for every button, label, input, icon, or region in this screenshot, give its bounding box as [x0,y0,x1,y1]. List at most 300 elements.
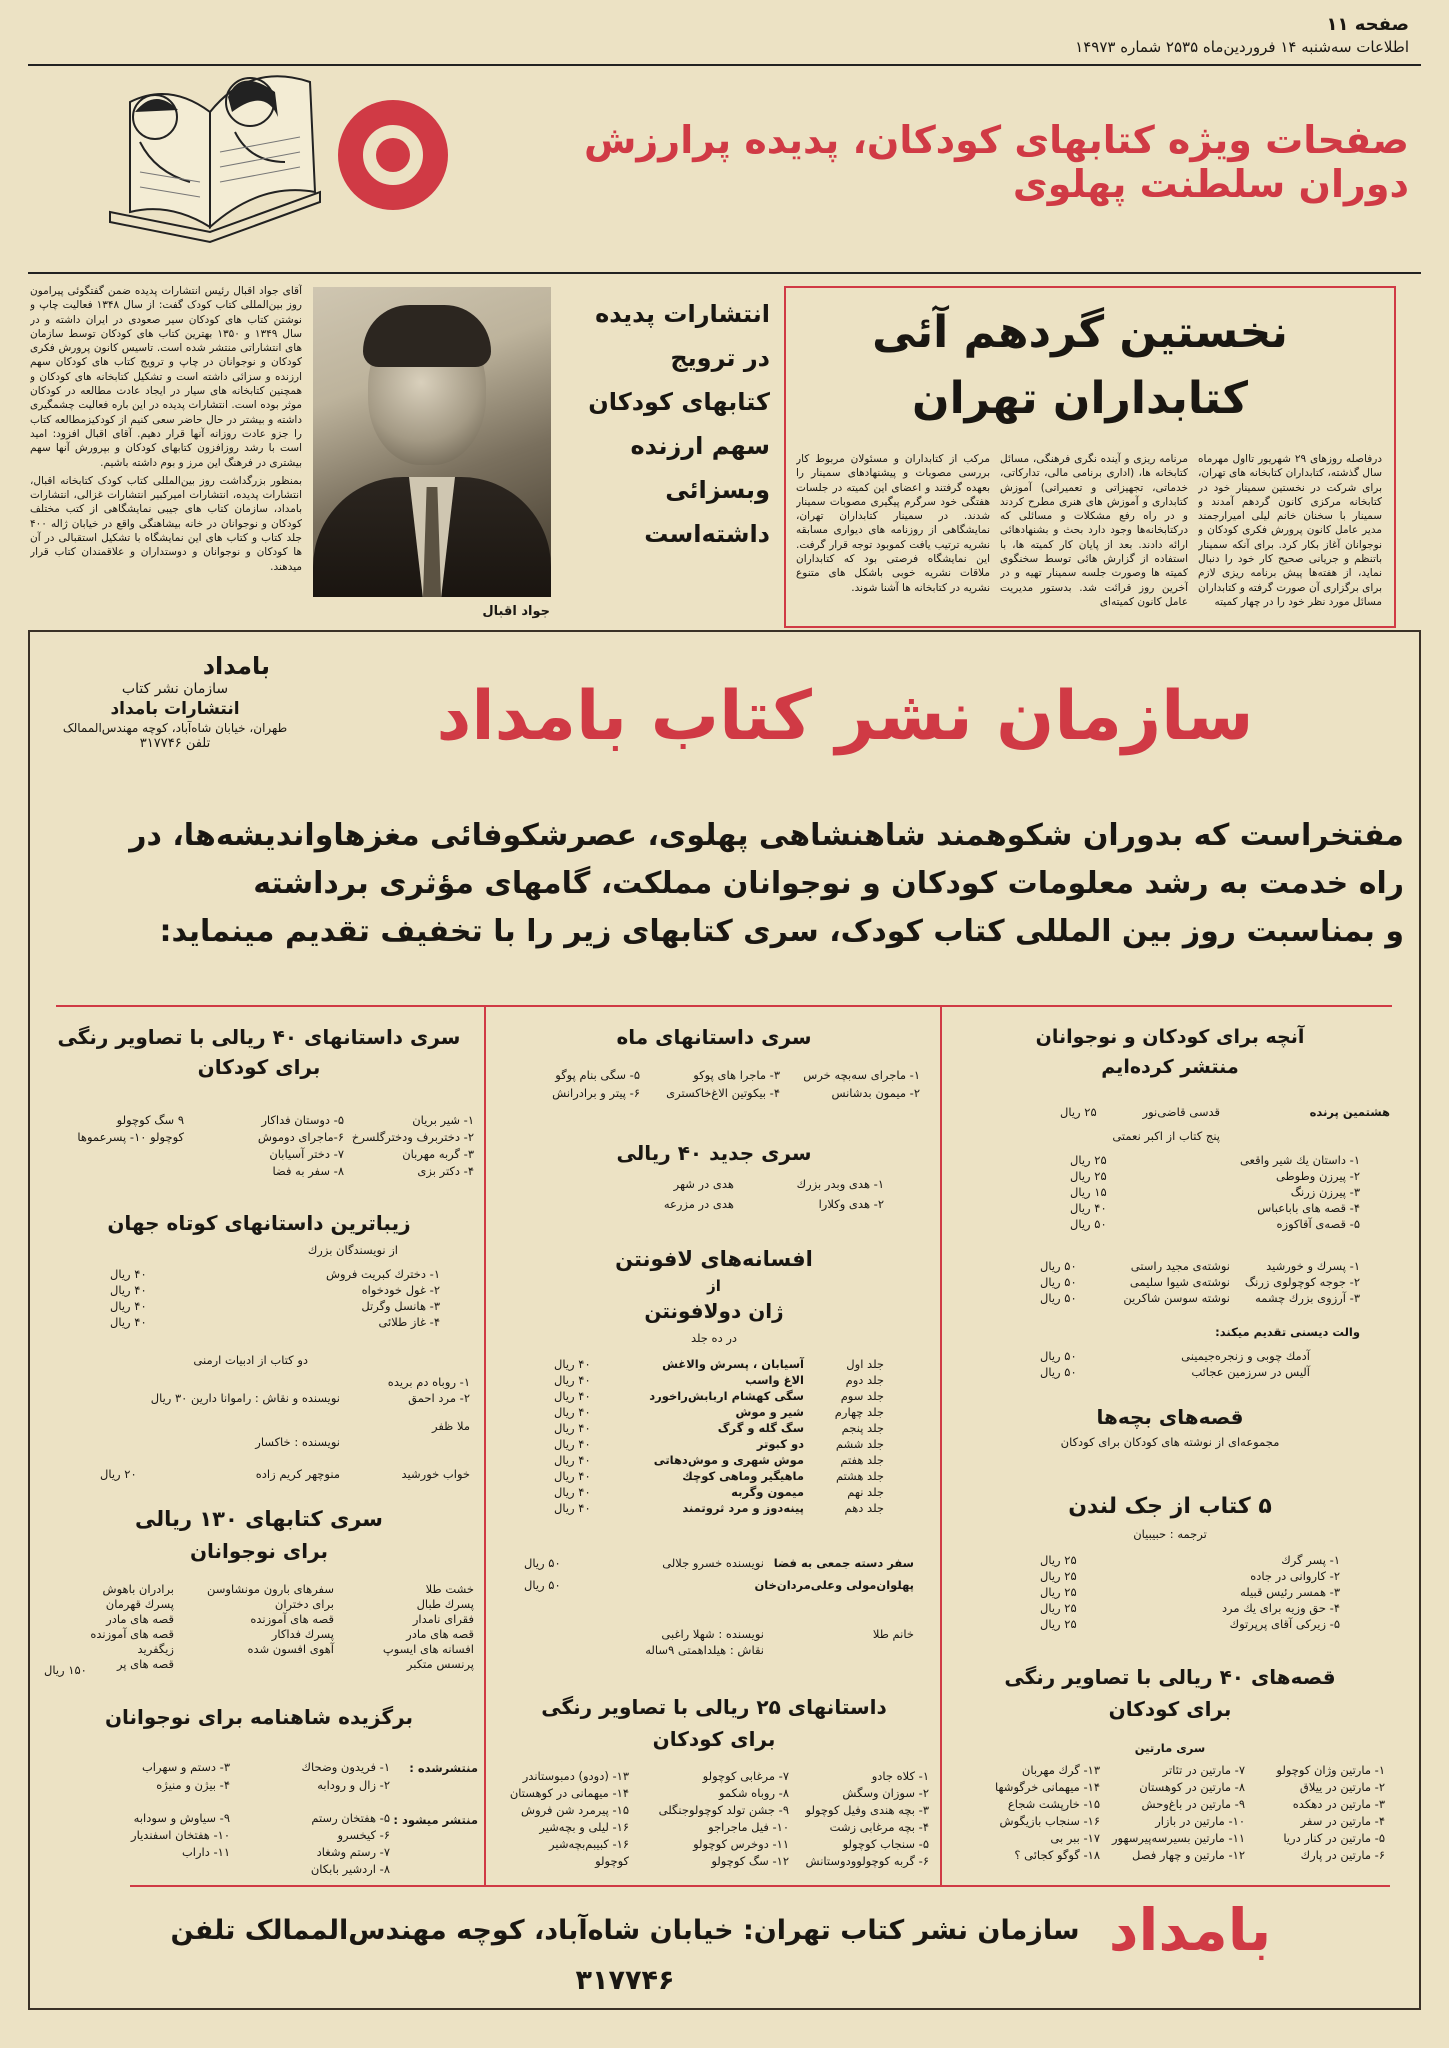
book-title: قصه های مادر [406,1627,474,1641]
list-item [960,1830,1385,1847]
short-stories-list [110,1266,440,1330]
book-title: ۵- دوستان فداکار [261,1113,344,1127]
list-item [554,1194,884,1214]
hashtomin-price: ۲۵ ریال [1060,1105,1097,1119]
list-item [110,1298,440,1314]
jack-london-title: ۵ کتاب از جک لندن [1068,1494,1272,1519]
book-title: ۵- سگی بنام پوگو [555,1068,640,1082]
book-title: ۵- زیرکی آقای پرپرتوك [1229,1617,1340,1631]
book-title: ۱۷- ببر بی [1050,1831,1100,1845]
list-item [494,1853,929,1870]
gathering-column-2: مرنامه ریزی و آینده نگری فرهنگی، مسائل کتابخانه ها، (اداری برنامی مالی، تدارکاتی، خدماتی، تجهیزاتی و تعمیراتی) آموزش کتابداری و آموزش های هنری مطرح کردند و در راه رفع مشکلات و مسائلی که درکتابخانه‌ها وجود دارد بحث و بشنهادهائی ارائه دادند. بعد از پایان کار کمیته ها، با استفاده از گزارش هائی توسط سخنگوی کمیته ها وصورت جلسه سمینار تهیه و در آخرین روز قرائت شد. بدستور مدیریت عامل کانون کمیته‌ای [1000,453,1188,608]
book-author: نوشته‌ی شیوا سلیمی [1129,1275,1230,1289]
list-item [554,1452,884,1468]
catalog-column-middle [494,1022,934,1868]
book-title: ۴- حق وزیه برای یك مرد [1221,1601,1340,1615]
catalog-column-right [950,1022,1390,1862]
book-title: ۳- پیرزن زرنگ [1290,1185,1360,1199]
dream-price: ۲۰ ریال [100,1467,137,1481]
book-title: ۶- گربه کوچولوودوستانش [805,1854,929,1868]
armenian-book-1: ۱- روباه دم بریده [387,1375,470,1389]
short-stories-subtitle: از نویسندگان بزرك [307,1243,398,1257]
book-title: هدی در شهر [673,1177,734,1191]
list-item [1040,1568,1340,1584]
interview-paragraph-2: بمنظور بزرگداشت روز بین‌المللی کتاب کودک کتابخانه اقبال، انتشارات پدیده، انتشارات امیرکبیر انتشارات غزالی، انتشارات بامداد، سازمان کتاب های جیبی نمایشگاهی از کتب مختلف کودکان و نوجوانان در خانه بیشاهنگی واقع در خیابان ژاله ۴۰۰ جلد کتاب و کتاب های این نمایشگاه با تشکیل استقبالی در آن ها کودکان و نوجوانان و دوستداران و علاقمندان کتاب قرار میدهند. [30,474,302,573]
book-title: ۴- بیژن و منیژه [156,1778,230,1792]
dream-author: منوچهر کریم زاده [255,1467,340,1481]
color40-left-list [44,1112,474,1180]
list-item [554,1372,884,1388]
volume-label: جلد سوم [840,1389,884,1403]
book-price: ۵۰ ریال [1040,1291,1077,1305]
list-item [524,1552,914,1574]
book-title: ۳- دستم و سهراب [141,1760,230,1774]
volume-label: جلد اول [846,1357,884,1371]
book-title: پرنسس متکبر [406,1657,474,1671]
published-title-1: آنچه برای کودکان و نوجوانان [1035,1026,1305,1048]
book-title: ۲- دختربرف ودخترگلسرخ [351,1130,474,1144]
book-title: ۱۲- مارتین و چهار فصل [1132,1848,1245,1862]
book-title: ۱۳- گرك مهربان [1021,1763,1100,1777]
book-title: ۱۰- هفتخان اسفندیار [131,1828,230,1842]
book-title: برای دختران [274,1597,334,1611]
list-item [960,1779,1385,1796]
book-price: ۴۰ ریال [110,1299,147,1313]
book-price: ۵۰ ریال [1070,1217,1107,1231]
book-title: ۱۱- داراب [181,1845,230,1859]
royal-seal-icon [338,100,448,210]
book-price: ۲۵ ریال [1040,1601,1077,1615]
list-item [554,1404,884,1420]
gathering-line-1: نخستین گردهم آئی [872,307,1288,358]
book-title: قصه های آموزنده [250,1612,334,1626]
extra-books-list [524,1552,914,1596]
book-title: ۱۵- خارپشت شجاع [1007,1797,1100,1811]
book-title: پسرك طبال [416,1597,474,1611]
book-title: ۱۱- دوخرس کوچولو [693,1837,789,1851]
book-price: ۴۰ ریال [554,1453,591,1467]
book-title: ۳- هانسل وگرتل [361,1299,440,1313]
book-title: ۳- مارتین در دهکده [1292,1797,1385,1811]
book-title: پهلوان‌مولی وعلی‌مردان‌خان [754,1578,914,1592]
book-title: ۴- بچه مرغابی زشت [829,1820,929,1834]
book-title: هدی در مزرعه [663,1197,734,1211]
book-title: آلیس در سرزمین عجائب [1191,1365,1310,1379]
list-item [554,1174,884,1194]
kids-stories-title: قصه‌های بچه‌ها [1096,1405,1244,1429]
book-title: ۷- رستم وشغاد [316,1845,390,1859]
list-item [110,1282,440,1298]
book-title: ۲- سوزان وسگش [842,1786,929,1800]
footer-logo: بامداد [1108,1896,1272,1964]
book-title: ۸- سفر به فضا [272,1164,344,1178]
interview-article [30,284,302,629]
book-title: فقرای نامدار [412,1612,474,1626]
book-title: سگ گله و گرگ [717,1421,804,1435]
footer-address: سازمان نشر کتاب تهران: خیابان شاه‌آباد، کوچه مهندس‌الممالک تلفن ۳۱۷۷۴۶ [170,1915,1080,1996]
book-title: ۲- کاروانی در جاده [1250,1569,1340,1583]
list-item [1040,1584,1340,1600]
book-price: ۱۵ ریال [1070,1185,1107,1199]
volume-label: جلد چهارم [834,1405,884,1419]
book-title: سگی کهشام اربابش‌راخورد [649,1389,804,1403]
publisher-name-1: سازمان نشر کتاب [121,681,229,697]
kids-stories-subtitle: مجموعه‌ای از نوشته های کودکان برای کودکان [1060,1435,1280,1449]
book-title: ۲- زال و رودابه [317,1778,390,1792]
book-title: ۳- بچه هندی وفیل کوچولو [805,1803,929,1817]
publisher-block [60,652,290,752]
book-title: ۱- کلاه جادو [871,1769,929,1783]
disney-books-list [1040,1348,1310,1380]
book-title: کوچولو [595,1854,629,1868]
volume-label: جلد دهم [844,1501,884,1515]
book-title: ۹- مارتین در باغ‌وحش [1141,1797,1245,1811]
lafontaine-list [554,1356,884,1516]
book-title: ۱- شیر بریان [412,1113,474,1127]
children-reading-illustration [100,42,330,252]
new40-title: سری جدید ۴۰ ریالی [616,1141,812,1165]
list-item [60,1810,390,1827]
armenian-author: نویسنده و نقاش : راموانا دارین ۳۰ ریال [150,1391,340,1405]
armenian-title: دو کتاب از ادبیات ارمنی [193,1353,308,1367]
list-item [1070,1168,1360,1184]
book-author: نویسنده خسرو جلالی [662,1556,764,1570]
book-title: ۲- جوجه کوچولوی زرنگ [1244,1275,1360,1289]
padideh-line-1: انتشارات پدیده [595,300,770,328]
book-title: سفر دسته جمعی به فضا [773,1556,914,1570]
book-title: افسانه های ایسوپ [382,1642,474,1656]
list-item [554,1420,884,1436]
color25-list [494,1768,929,1870]
book-title: ۱۶- سنجاب بازیگوش [999,1814,1100,1828]
publisher-name-2: انتشارات بامداد [110,699,240,719]
book-price: ۴۰ ریال [110,1267,147,1281]
hashtomin-author: قدسی قاضی‌نور [1142,1105,1220,1119]
list-item [1040,1258,1360,1274]
catalog-top-rule [56,1005,1392,1007]
book-title: ۳- همسر رئیس قبیله [1240,1585,1340,1599]
moon-series-list [500,1066,920,1102]
book-title: ۷- مرغابی کوچولو [702,1769,789,1783]
gathering-headline [820,300,1340,432]
lafontaine-author: ژان دولافونتن [644,1299,784,1323]
list-item [554,1500,884,1516]
book-title: قصه های آموزنده [90,1627,174,1641]
color40-right-title-1: قصه‌های ۴۰ ریالی با تصاویر رنگی [1004,1665,1336,1689]
list-item [960,1847,1385,1864]
book-title: پینه‌دوز و مرد ثروتمند [682,1501,804,1515]
book-title: ۱۵- پیرمرد شن فروش [521,1803,629,1817]
book-title: ۱- پسر گرك [1281,1553,1340,1567]
lafontaine-from: از [707,1277,721,1295]
book-price: ۴۰ ریال [554,1357,591,1371]
color40-left-title-2: برای کودکان [197,1055,321,1079]
list-item [494,1836,929,1853]
teen130-column [207,1582,334,1657]
book-title: ۹- جشن تولد کوچولوجنگلی [658,1803,789,1817]
book-title: ماهیگیر وماهی کوچك [682,1469,804,1483]
color25-title-1: داستانهای ۲۵ ریالی با تصاویر رنگی [541,1695,887,1719]
hashtomin-title: هشتمین پرنده [1309,1105,1390,1119]
book-price: ۲۵ ریال [1070,1169,1107,1183]
teen130-list [44,1582,474,1682]
book-title: ۳- گربه مهربان [402,1147,474,1161]
book-title: ۱۴- میهمانی در کوهستان [509,1786,629,1800]
mullah-title: ملا ظفر [432,1419,470,1433]
book-price: ۲۵ ریال [1040,1553,1077,1567]
book-title: ۱- داستان یك شیر واقعی [1239,1153,1360,1167]
page-number: صفحه ۱۱ [1326,14,1409,35]
book-price: ۴۰ ریال [554,1373,591,1387]
jack-london-translator: ترجمه : حبیبیان [1133,1527,1207,1541]
book-price: ۵۰ ریال [524,1578,561,1592]
statement-line-2: راه خدمت به رشد معلومات کودکان و نوجوانان مملکت، گامهای مؤثری برداشته [253,866,1404,901]
book-title: ۸- مارتین در کوهستان [1139,1780,1245,1794]
book-title: آدمك چوبی و زنجره‌جیمینی [1181,1349,1310,1363]
book-title: خشت طلا [425,1582,474,1596]
publisher-statement [46,812,1404,956]
book-title: ۱- ماجرای سه‌بچه خرس [803,1068,920,1082]
book-title: ۴- دکتر بزی [417,1164,474,1178]
book-title: ۱- هدی وبدر بزرك [796,1177,884,1191]
book-price: ۴۰ ریال [554,1389,591,1403]
akbar-books-list [1070,1152,1360,1232]
list-item [500,1066,920,1084]
publisher-headline: سازمان نشر کتاب بامداد [436,677,1254,756]
book-title: ۲- غول خودخواه [361,1283,440,1297]
book-title: پسرك فداکار [271,1627,334,1641]
martin-series-list [960,1762,1385,1864]
volume-label: جلد پنجم [841,1421,884,1435]
armenian-book-2: ۲- مرد احمق [408,1391,470,1405]
list-item [960,1762,1385,1779]
book-title: ۱۰- فیل ماجراجو [708,1820,789,1834]
book-price: ۵۰ ریال [1040,1365,1077,1379]
list-item [1070,1152,1360,1168]
volume-label: جلد دوم [845,1373,884,1387]
list-item [1040,1290,1360,1306]
martin-series-subtitle: سری مارتین [1134,1741,1206,1755]
padideh-line-5: وبسزائی [665,476,770,504]
book-title: ۳- ماجرا های پوکو [693,1068,780,1082]
list-item [60,1758,390,1776]
book-title: ۴- مارتین در سفر [1300,1814,1385,1828]
list-item [494,1768,929,1785]
book-title: ۱۴- میهمانی خرگوشها [995,1780,1100,1794]
book-title: ۱۲- سگ کوچولو [711,1854,789,1868]
book-title: کوچولو ۱۰- پسرعموها [77,1130,184,1144]
interview-paragraph-1: آقای جواد اقبال رئیس انتشارات پدیده ضمن گفتگوئی پیرامون روز بین‌المللی کتاب کودک گفت: از سال ۱۳۴۸ فعالیت چاپ و نوشتن کتاب های کودکان سیر صعودی در ایران داشته و در سال ۱۳۴۹ و ۱۳۵۰ بهترین کتاب های کودکان توسط سازمان های انتشاراتی منتشر شده است. تاسیس کانون پرورش فکری کودکان و نوجوانان در چاپ و ترویج کتاب های کودکان سهم ارزنده و سزائی داشته است و تشکیل کتابخانه های کودکان و همچنین کتابخانه های سیار در ایجاد عادت مطالعه در کودکان موثر بوده است. انتشارات پدیده در این باره فعالیت چشمگیری داشته و بیشتر در حال حاضر سعی کنیم از کودکیزمطالعه کتاب را جزو عادت روزانه آنها قرار دهیم. آقای اقبال افزود: امید است با رشد روزافزون کتابهای کودکان و بپرورش آنها سهم بیشتری در فرهنگ این مرز و بوم داشته باشیم. [30,285,302,469]
short-stories-title: زیباترین داستانهای کوتاه جهان [107,1211,411,1235]
book-title: ۲- مارتین در ییلاق [1299,1780,1385,1794]
list-item [60,1861,390,1878]
book-price: ۴۰ ریال [110,1283,147,1297]
publisher-address: طهران، خیابان شاه‌آباد، کوچه مهندس‌الممالک [62,721,288,735]
book-title: میمون وگربه [731,1485,804,1499]
book-price: ۲۵ ریال [1040,1617,1077,1631]
teen130-column [383,1582,474,1672]
statement-line-3: و بمناسبت روز بین المللی کتاب کودک، سری کتابهای زیر را با تخفیف تقدیم مینماید: [159,914,1404,949]
photo-caption: جواد اقبال [482,604,550,619]
book-title: ۹- سیاوش و سودابه [133,1811,230,1825]
book-title: ۸- اردشیر بابکان [310,1862,390,1876]
akbar-note: پنج کتاب از اکبر نعمتی [1112,1129,1220,1143]
list-item [554,1436,884,1452]
list-item [554,1468,884,1484]
book-title: ۸- روباه شکمو [718,1786,789,1800]
book-title: ۲- پیرزن وطوطی [1275,1169,1360,1183]
book-title: ۶-ماجرای دوموش [257,1130,344,1144]
trio-books-list [1040,1258,1360,1306]
book-title: سفرهای بارون مونشاوسن [207,1582,334,1596]
padideh-line-2: در ترویج [670,344,770,372]
book-price: ۴۰ ریال [554,1469,591,1483]
book-title: برادران باهوش [102,1582,174,1596]
published-title-2: منتشر کرده‌ایم [1101,1056,1239,1078]
list-item [1040,1616,1340,1632]
list-item [554,1388,884,1404]
book-title: پسرك قهرمان [105,1597,174,1611]
book-author: نوشته‌ی مجید راستی [1130,1259,1230,1273]
list-item [44,1129,474,1146]
book-price: ۴۰ ریال [110,1315,147,1329]
list-item [494,1819,929,1836]
khanom-tala-title: خانم طلا [872,1627,914,1641]
book-title: ۱- پسرك و خورشید [1266,1259,1360,1273]
list-item [960,1796,1385,1813]
volume-label: جلد نهم [847,1485,884,1499]
book-title: قصه های مادر [106,1612,174,1626]
mullah-book [100,1418,470,1450]
book-price: ۵۰ ریال [524,1556,561,1570]
volume-label: جلد هفتم [840,1453,884,1467]
padideh-headline [560,292,770,556]
book-title: ۴- غاز طلائی [378,1315,440,1329]
book-price: ۴۰ ریال [554,1501,591,1515]
book-title: ۷- دختر آسیابان [269,1147,344,1161]
teen130-price: ۱۵۰ ریال [44,1663,87,1677]
gathering-column-3: مرکب از کتابداران و مسئولان مربوط کار بررسی مصوبات و پیشنهادهای سمینار را بعهده گرفتند و اعضای این کمیته در جلسات هفتگی خود سرگرم پیگیری مصوبات سمینار شدند. در سمینار کتابداران تهران، نمایشگاهی از روزنامه های دیواری مسابقه نشریه ترتیب یافت کموبود توجه قرار گرفت. این نمایشگاه فرصتی بود که کتابداران ملاقات نشریه خوبی باشکل های متنوع نشریه در کتابخانه ها آشنا شوند. [796,453,990,594]
catalog-divider-left [484,1005,486,1885]
book-title: قصه های پر [116,1657,174,1671]
list-item [1070,1200,1360,1216]
list-item [44,1112,474,1129]
catalog-divider-right [940,1005,942,1885]
book-title: ۱۰- مارتین در بازار [1155,1814,1245,1828]
book-title: ۵- مارتین در کنار دریا [1283,1831,1385,1845]
list-item [494,1802,929,1819]
book-title: ۵- هفتخان رستم [311,1811,390,1825]
book-title: ۵- سنجاب کوچولو [842,1837,929,1851]
lafontaine-title: افسانه‌های لافونتن [615,1247,813,1271]
upcoming-label: منتشر میشود : [393,1813,478,1827]
gathering-line-2: کتابداران تهران [912,373,1248,424]
new40-list [554,1174,884,1214]
book-title: ۷- مارتین در تئاتر [1162,1763,1245,1777]
book-price: ۵۰ ریال [1040,1349,1077,1363]
list-item [554,1356,884,1372]
banner-rule [28,272,1421,274]
dream-title: خواب خورشید [401,1467,470,1481]
padideh-line-3: کتابهای کودکان [588,388,770,416]
padideh-line-6: داشته‌است [644,520,770,548]
shahname-published-list [60,1758,390,1794]
book-title: آهوی افسون شده [247,1642,334,1656]
book-title: الاغ واسب [745,1373,804,1387]
list-item [110,1314,440,1330]
list-item [500,1084,920,1102]
issue-line: اطلاعات سه‌شنبه ۱۴ فروردین‌ماه ۲۵۳۵ شماره ۱۴۹۷۳ [1075,38,1409,56]
shahname-upcoming-list [60,1810,390,1878]
book-title: ۱- فریدون وضحاك [301,1760,390,1774]
book-title: زیگفرید [137,1642,174,1656]
book-title: ۱۶- کبیبم‌بچه‌شیر [549,1837,629,1851]
dream-book [100,1466,470,1482]
statement-line-1: مفتخراست که بدوران شکوهمند شاهنشاهی پهلوی، عصرشکوفائی مغزهاواندیشه‌ها، در [129,818,1404,853]
book-title: ۱- دخترك کبریت فروش [325,1267,440,1281]
book-price: ۴۰ ریال [554,1405,591,1419]
moon-series-title: سری داستانهای ماه [616,1025,812,1049]
book-title: ۶- پیتر و برادرانش [552,1086,640,1100]
hashtomin-book [970,1104,1390,1144]
lafontaine-volumes: در ده جلد [690,1331,738,1345]
khanom-tala-book [524,1626,914,1658]
list-item [1040,1348,1310,1364]
list-item [494,1785,929,1802]
list-item [1040,1274,1360,1290]
disney-title: والت دیسنی تقدیم میکند: [1215,1325,1360,1339]
book-title: ۶- مارتین در پارك [1300,1848,1385,1862]
book-title: ۱۸- گوگو کجائی ؟ [1014,1848,1100,1862]
list-item [1040,1552,1340,1568]
teen130-title-1: سری کتابهای ۱۳۰ ریالی [135,1507,383,1531]
volume-label: جلد هشتم [835,1469,884,1483]
khanom-tala-author: نویسنده : شهلا راغبی [661,1627,764,1641]
color25-title-2: برای کودکان [652,1727,776,1751]
armenian-books [100,1374,470,1406]
banner-title: صفحات ویژه کتابهای کودکان، پدیده پرارزش دوران سلطنت پهلوی [584,118,1409,206]
list-item [44,1163,474,1180]
book-title: ۶- کیخسرو [337,1828,390,1842]
catalog-column-left [40,1022,478,1876]
list-item [60,1827,390,1844]
book-title: ۱۱- مارتین بسیرسه‌پیرسهور [1112,1831,1245,1845]
book-title: شیر و موش [735,1405,804,1419]
list-item [1040,1364,1310,1380]
book-title: ۱- مارتین وژان کوچولو [1276,1763,1385,1777]
gathering-column-1: درفاصله روزهای ۲۹ شهریور تااول مهرماه سال گذشته، کتابداران کتابخانه های تهران، برای شرکت در نخستین سمینار خود در کتابخانه مرکزی کانون گردهم آمدند و سمینار با سخنان خانم لیلی امیرارجمند مدیر عامل کانون پرورش فکری کودکان و نوجوانان آغاز بکار کرد. برای آنکه سمینار باتنظم و جریانی صحیح کار خود را دنبال نماید، از هفته‌ها پیش برنامه ریزی لازم برای برگزاری آن صورت گرفته و کتابداران مسائل مورد نظر خود را در چهار کمیته [1198,453,1382,608]
catalog-bottom-rule [130,1885,1390,1887]
teen130-column [90,1582,174,1672]
book-price: ۴۰ ریال [554,1485,591,1499]
shahname-title: برگزیده شاهنامه برای نوجوانان [104,1705,414,1729]
publisher-phone: تلفن ۳۱۷۷۴۶ [139,736,211,751]
page-meta [889,14,1409,58]
publisher-logo: بامداد [202,652,270,680]
book-title: ۹ سگ کوچولو [116,1113,184,1127]
color40-left-title-1: سری داستانهای ۴۰ ریالی با تصاویر رنگی [57,1025,461,1049]
volume-label: جلد ششم [835,1437,884,1451]
khanom-tala-painter: نقاش : هیلداهمتی ۹ساله [645,1643,764,1657]
book-title: ۲- هدی وکلارا [818,1197,884,1211]
book-price: ۵۰ ریال [1040,1259,1077,1273]
portrait-photo [313,287,551,597]
book-price: ۴۰ ریال [1070,1201,1107,1215]
book-title: ۴- قصه های باباعباس [1257,1201,1360,1215]
book-title: آسیابان ، پسرش والاغش [662,1357,804,1371]
list-item [60,1844,390,1861]
list-item [524,1574,914,1596]
